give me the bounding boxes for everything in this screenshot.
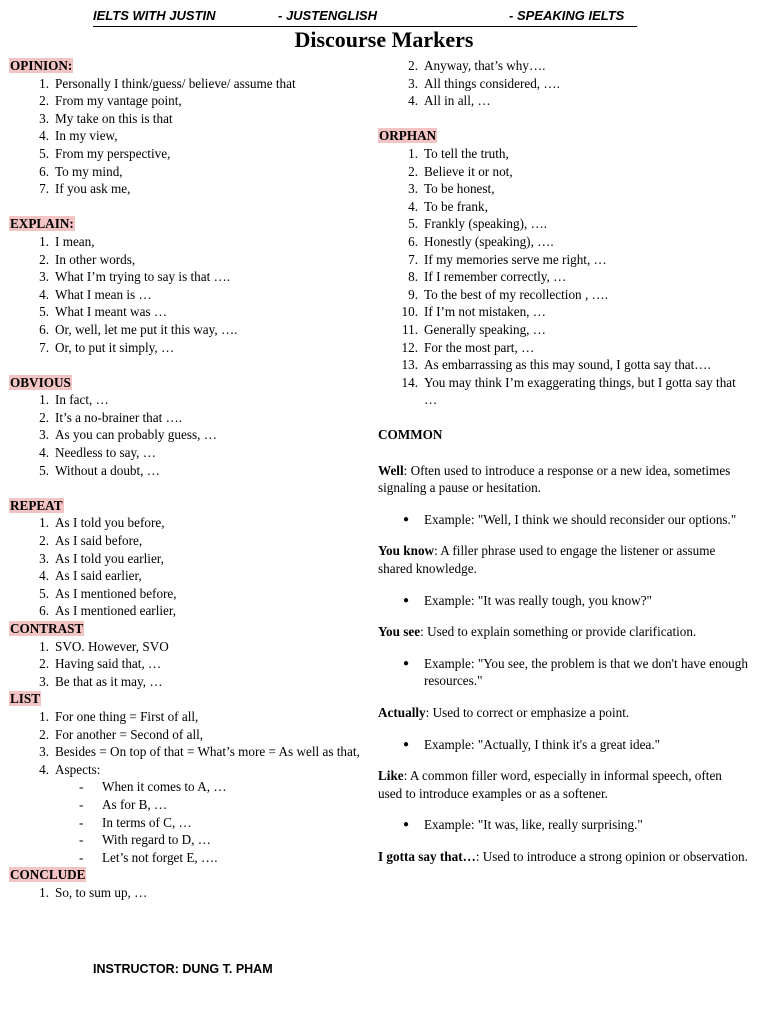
list-item: 8. If I remember correctly, … [408,269,567,285]
common-term: You know [378,543,435,559]
list-item: 1. I mean, [39,233,95,249]
list-item: 3. Besides = On top of that = What’s more = As well as that, [39,744,360,760]
list-item: 6. Or, well, let me put it this way, …. [39,321,238,337]
contrast-list [9,638,367,691]
common-example: Example: "It was really tough, you know?" [424,592,652,608]
list-item: 4. As I said earlier, [39,568,142,584]
aspect-item: - With regard to D, … [79,832,211,848]
list-item: 9. To the best of my recollection , …. [408,286,609,302]
list-item: 2. Anyway, that’s why…. [408,58,546,73]
list-item: 10. If I’m not mistaken, … [401,304,546,320]
aspect-item: - In terms of C, … [79,814,192,830]
list-item: 3. My take on this is that [39,110,173,126]
header-middle: - JUSTENGLISH [278,8,377,23]
section-heading-conclude: CONCLUDE [10,867,86,883]
common-description: : Used to explain something or provide clarification. [420,624,697,640]
common-description: : Often used to introduce a response or a new idea, sometimes signaling a pause or hesitation. [378,462,731,496]
common-term: Actually [378,705,426,720]
list-list [9,708,367,866]
page-title: Discourse Markers [294,27,474,52]
instructor-footer: INSTRUCTOR: DUNG T. PHAM [93,962,273,976]
aspect-item: - As for B, … [79,796,168,812]
list-item: 14. You may think I’m exaggerating things, but I gotta say that … [401,374,736,408]
list-item: 4. In my view, [39,128,118,144]
list-item: 4. What I mean is … [39,286,152,302]
common-entry-actually [378,704,748,753]
list-item: 6. As I mentioned earlier, [39,603,177,619]
section-heading-orphan: ORPHAN [379,128,437,144]
common-example: Example: "It was, like, really surprising." [424,817,643,833]
common-term: Well [378,462,404,478]
bullet-icon: ● [403,738,410,750]
list-item: 5. Without a doubt, … [39,462,160,478]
list-item: 7. If my memories serve me right, … [408,251,607,267]
list-item: 4. Needless to say, … [39,445,156,461]
common-description: : Used to correct or emphasize a point. [425,705,630,720]
common-term: Like [378,768,404,784]
list-item: 3. To be honest, [408,181,495,197]
list-item: 6. To my mind, [39,163,123,179]
list-item: 3. As I told you earlier, [39,550,164,566]
section-heading-repeat: REPEAT [10,497,63,513]
list-item: 1. SVO. However, SVO [39,638,169,654]
list-item: 7. If you ask me, [39,181,131,197]
common-term: You see [378,624,421,640]
list-item: 3. Be that as it may, … [39,673,163,689]
list-item: 4. To be frank, [408,198,488,214]
left-column [9,57,367,902]
list-item: 6. Honestly (speaking), …. [408,233,554,249]
list-item: 7. Or, to put it simply, … [39,339,175,355]
common-description: : A filler phrase used to engage the listener or assume shared knowledge. [378,543,716,577]
list-item: 2. In other words, [39,251,136,267]
aspect-item: - Let’s not forget E, …. [79,849,218,865]
list-item: 2. It’s a no-brainer that …. [39,409,183,425]
section-heading-opinion: OPINION: [10,58,73,73]
common-example: Example: "Well, I think we should reconsider our options." [424,511,737,527]
common-entry-well [378,462,748,529]
list-item: 5. Frankly (speaking), …. [408,216,548,232]
list-item: 2. From my vantage point, [39,93,182,109]
list-item: 3. All things considered, …. [408,75,560,91]
list-item: 1. For one thing = First of all, [39,708,199,724]
common-description: : Used to introduce a strong opinion or observation. [475,848,748,864]
opinion-list [9,75,367,198]
conclude-list-continued [378,57,748,110]
common-entry-you-know [378,542,748,609]
list-item: 3. What I’m trying to say is that …. [39,269,231,285]
common-example: Example: "Actually, I think it's a great idea." [424,736,661,752]
list-item: 13. As embarrassing as this may sound, I gotta say that…. [401,357,711,373]
list-item: 1. So, to sum up, … [39,884,148,900]
common-term: I gotta say that… [378,848,476,864]
common-entry-i-gotta-say [378,848,748,866]
bullet-icon: ● [403,513,410,525]
list-item: 12. For the most part, … [401,339,535,355]
list-item: 11. Generally speaking, … [402,321,546,337]
common-entry-like [378,767,748,834]
obvious-list [9,391,367,479]
list-item: 2. For another = Second of all, [39,726,204,742]
list-item: 2. Having said that, … [39,656,162,672]
list-item: 1. In fact, … [39,392,109,408]
list-item: 5. What I meant was … [39,304,168,320]
list-item: 2. As I said before, [39,533,143,549]
section-heading-list: LIST [10,691,41,707]
section-heading-contrast: CONTRAST [10,621,84,636]
bullet-icon: ● [403,594,410,606]
list-item: 4. All in all, … [408,93,491,109]
list-item: 1. To tell the truth, [408,145,509,161]
conclude-list [9,884,367,902]
list-item: 2. Believe it or not, [408,163,513,179]
list-item: 5. From my perspective, [39,145,171,161]
right-column [378,57,748,866]
list-item: 1. As I told you before, [39,515,165,531]
repeat-list [9,514,367,620]
section-heading-common: COMMON [378,427,443,443]
page-header [93,8,637,27]
common-example: Example: "You see, the problem is that we don't have enough resources." [424,655,748,689]
explain-list [9,233,367,356]
common-entry-you-see [378,623,748,690]
list-item: 3. As you can probably guess, … [39,427,217,443]
bullet-icon: ● [403,819,410,831]
list-item: 1. Personally I think/guess/ believe/ assume that [39,75,296,91]
section-heading-obvious: OBVIOUS [10,374,71,390]
aspect-item: - When it comes to A, … [79,779,227,795]
header-right: - SPEAKING IELTS [509,8,625,23]
common-description: : A common filler word, especially in informal speech, often used to introduce examples or as a softener. [378,768,722,801]
orphan-list [378,145,748,409]
bullet-icon: ● [403,657,410,669]
header-left: IELTS WITH JUSTIN [93,8,216,23]
list-item: 5. As I mentioned before, [39,585,177,601]
list-item: 4. Aspects: [39,761,101,777]
section-heading-explain: EXPLAIN: [10,216,74,232]
